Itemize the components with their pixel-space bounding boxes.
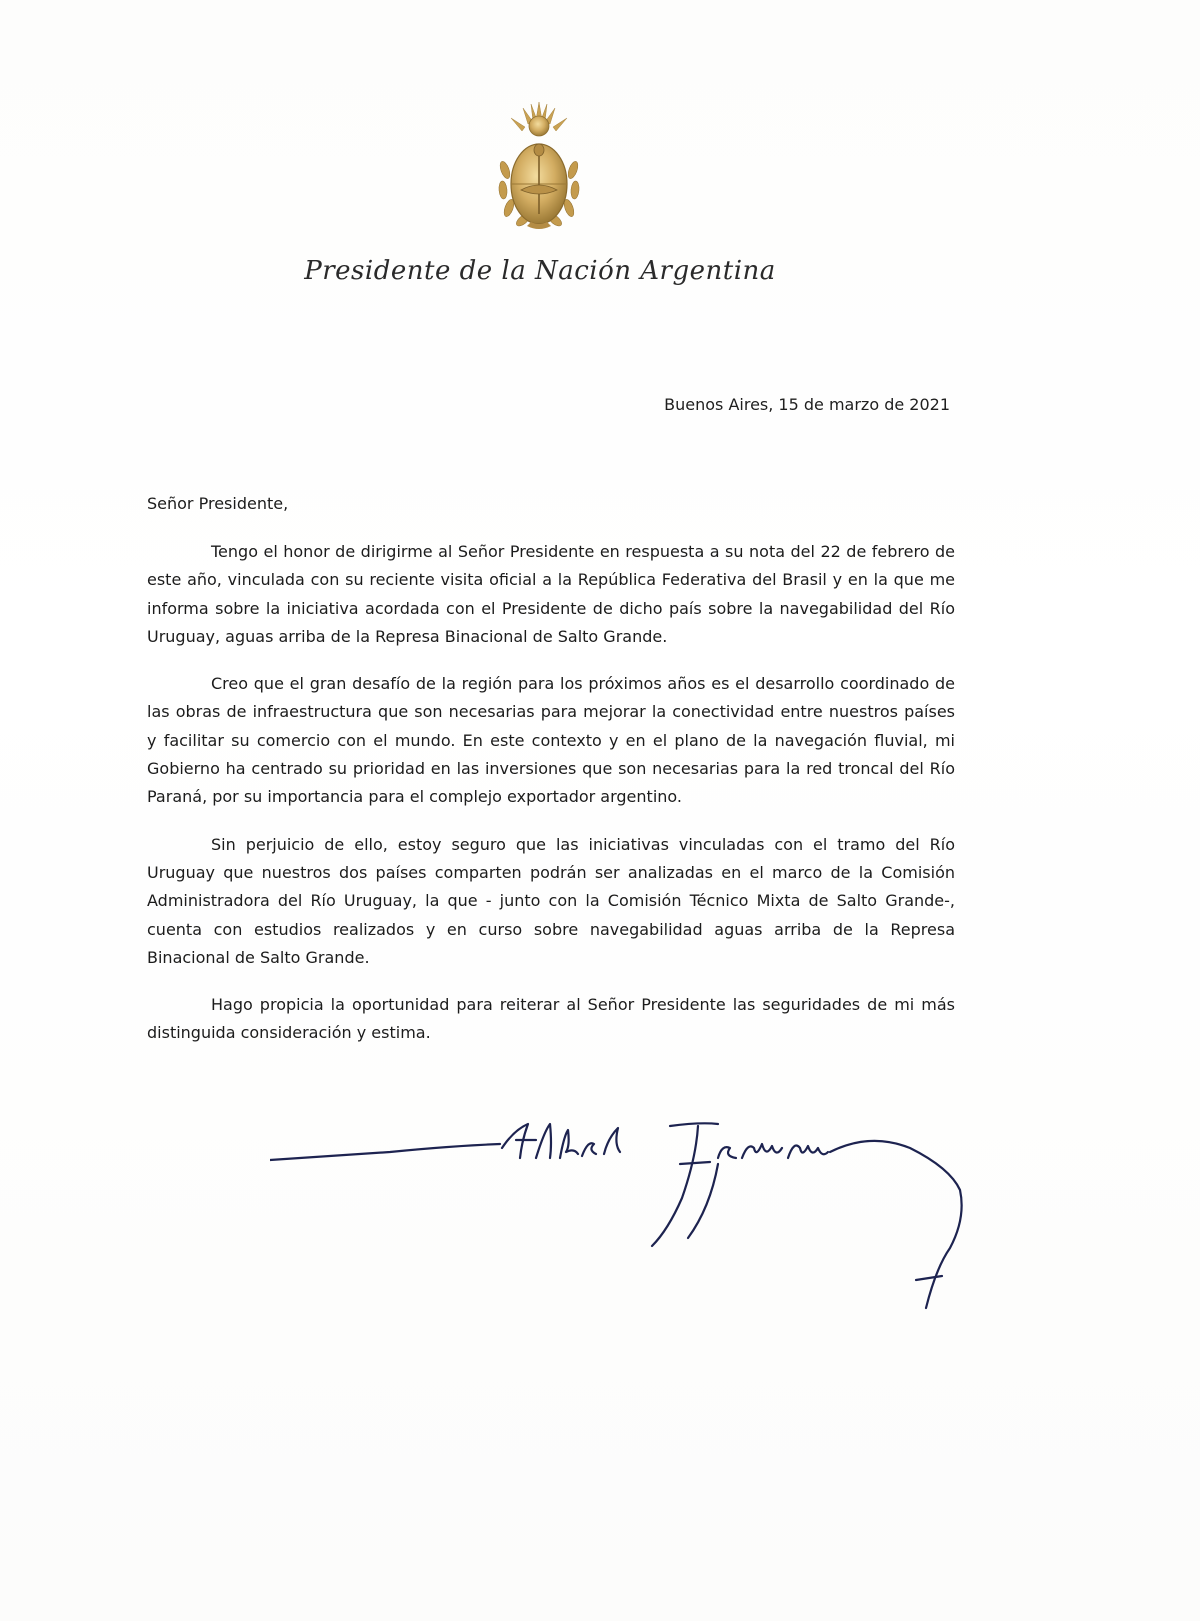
paragraph: Tengo el honor de dirigirme al Señor Presidente en respuesta a su nota del 22 de febrero de este año, vinculada con su reciente visita oficial a la República Federativa del Brasil y en la que me informa sobre la iniciativa acordada con el Presidente de dicho país sobre la navegabilidad del Río Uruguay, aguas arriba de la Represa Binacional de Salto Grande. (147, 542, 955, 646)
salutation: Señor Presidente, (147, 494, 289, 513)
paragraph: Creo que el gran desafío de la región para los próximos años es el desarrollo coordinado de las obras de infraestructura que son necesarias para mejorar la conectividad entre nuestros países y facilitar su comercio con el mundo. En este contexto y en el plano de la navegación fluvial, mi Gobierno ha centrado su prioridad en las inversiones que son necesarias para la red troncal del Río Paraná, por su importancia para el complejo exportador argentino. (147, 674, 955, 807)
date-line: Buenos Aires, 15 de marzo de 2021 (664, 395, 950, 414)
letter-body (147, 538, 955, 1067)
paragraph: Sin perjuicio de ello, estoy seguro que las iniciativas vinculadas con el tramo del Río Uruguay que nuestros dos países comparten podrán ser analizadas en el marco de la Comisión Administradora del Río Uruguay, la que - junto con la Comisión Técnico Mixta de Salto Grande-, cuenta con estudios realizados y en curso sobre navegabilidad aguas arriba de la Represa Binacional de Salto Grande. (147, 834, 955, 967)
letterhead-title: Presidente de la Nación Argentina (304, 256, 776, 286)
paragraph: Hago propicia la oportunidad para reiterar al Señor Presidente las seguridades de mi más distinguida consideración y estima. (147, 995, 955, 1043)
signature-icon (270, 1118, 1010, 1340)
coat-of-arms-icon (493, 100, 585, 232)
